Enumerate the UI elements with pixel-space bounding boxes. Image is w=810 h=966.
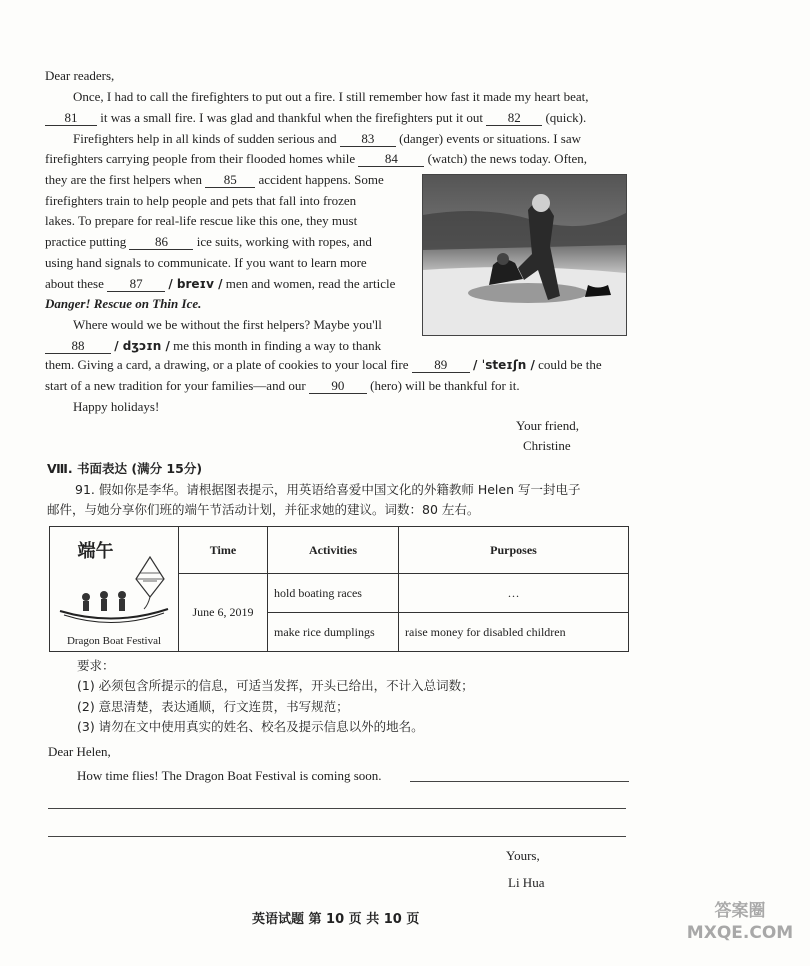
blank-81: 81 — [45, 110, 97, 126]
letter-line-1: Once, I had to call the firefighters to put out a fire. I still remember how fast it made my heart beat, — [73, 89, 589, 104]
dragon-boat-icon — [50, 549, 178, 635]
letter-text: me this month in finding a way to thank — [173, 338, 382, 353]
watermark-logo: 答案圈 MXQE.COM — [686, 901, 794, 943]
cell-date: June 6, 2019 — [179, 574, 268, 652]
letter-line-9: using hand signals to communicate. If you want to learn more — [45, 255, 367, 270]
requirement-3: (3) 请勿在文中使用真实的姓名、校名及提示信息以外的地名。 — [77, 719, 424, 734]
blank-90: 90 — [309, 378, 367, 394]
letter-text: practice putting — [45, 234, 127, 249]
letter-line-14 — [45, 378, 520, 394]
festival-logo-cell — [50, 527, 179, 652]
letter-line-6: firefighters train to help people and pets that fall into frozen — [45, 193, 357, 208]
blank-88: 88 — [45, 338, 111, 354]
header-purposes: Purposes — [399, 527, 629, 574]
letter-text: firefighters carrying people from their flooded homes while — [45, 151, 356, 166]
blank-84: 84 — [358, 151, 424, 167]
blank-86: 86 — [129, 234, 193, 250]
header-activities: Activities — [268, 527, 399, 574]
letter-text: it was a small fire. I was glad and thankful when the firefighters put it out — [100, 110, 483, 125]
letter-text: accident happens. Some — [258, 172, 384, 187]
letter-line-11: Where would we be without the first helpers? Maybe you'll — [73, 317, 382, 332]
blank-85: 85 — [205, 172, 255, 188]
writing-line — [48, 808, 626, 809]
letter-text: men and women, read the article — [225, 276, 396, 291]
letter-text: them. Giving a card, a drawing, or a plate of cookies to your local fire — [45, 357, 409, 372]
cell-activity: make rice dumplings — [268, 613, 399, 652]
letter-greeting: Dear readers, — [45, 68, 115, 83]
ice-rescue-photo — [422, 174, 627, 336]
blank-83: 83 — [340, 131, 396, 147]
letter-line-8 — [45, 234, 372, 250]
letter-line-12 — [45, 338, 381, 354]
blank-89: 89 — [412, 357, 470, 373]
letter-text: Firefighters help in all kinds of sudden serious and — [73, 131, 337, 146]
letter-line-2 — [45, 110, 586, 126]
cell-activity: hold boating races — [268, 574, 399, 613]
letter-line-4 — [45, 151, 587, 167]
email-opening: How time flies! The Dragon Boat Festival is coming soon. — [77, 768, 382, 783]
letter-text: ice suits, working with ropes, and — [196, 234, 372, 249]
letter-text: start of a new tradition for your families—and our — [45, 378, 306, 393]
requirements-title: 要求： — [77, 658, 115, 673]
writing-line — [410, 781, 629, 782]
article-title: Danger! Rescue on Thin Ice. — [45, 296, 202, 311]
letter-text: about these — [45, 276, 104, 291]
festival-logo-en: Dragon Boat Festival — [66, 635, 162, 647]
page-footer: 英语试题 第 10 页 共 10 页 — [252, 912, 420, 927]
letter-text: (danger) events or situations. I saw — [399, 131, 582, 146]
letter-text: (hero) will be thankful for it. — [370, 378, 520, 393]
question-line-1: 91. 假如你是李华。请根据图表提示，用英语给喜爱中国文化的外籍教师 Helen 写一封电子 — [75, 482, 581, 497]
letter-closing: Happy holidays! — [73, 399, 160, 414]
letter-sign-off: Your friend, — [516, 418, 579, 433]
letter-line-10 — [45, 276, 395, 292]
phonetic-88: / dʒɔɪn / — [114, 339, 170, 353]
letter-text: could be the — [538, 357, 602, 372]
blank-87: 87 — [107, 276, 165, 292]
festival-logo-cn: 端午 — [77, 540, 114, 562]
letter-text: (quick). — [545, 110, 587, 125]
phonetic-87: / breɪv / — [168, 277, 223, 291]
letter-text: they are the first helpers when — [45, 172, 203, 187]
question-line-2: 邮件，与她分享你们班的端午节活动计划，并征求她的建议。词数：80 左右。 — [47, 502, 480, 517]
email-sign-off: Yours, — [506, 848, 540, 863]
email-signature: Li Hua — [508, 875, 545, 890]
letter-line-5 — [45, 172, 384, 188]
requirement-1: (1) 必须包含所提示的信息，可适当发挥，开头已给出，不计入总词数； — [77, 678, 474, 693]
letter-text: (watch) the news today. Often, — [427, 151, 588, 166]
phonetic-89: / ˈsteɪʃn / — [473, 358, 535, 372]
festival-plan-table — [49, 526, 629, 652]
writing-line — [48, 836, 626, 837]
letter-line-13 — [45, 357, 602, 373]
letter-line-3 — [73, 131, 581, 147]
requirement-2: (2) 意思清楚，表达通顺，行文连贯，书写规范； — [77, 699, 349, 714]
cell-purpose: raise money for disabled children — [399, 613, 629, 652]
letter-signature: Christine — [523, 438, 571, 453]
cell-purpose: … — [399, 574, 629, 613]
blank-82: 82 — [486, 110, 542, 126]
email-greeting: Dear Helen, — [48, 744, 111, 759]
section-heading: Ⅷ. 书面表达 (满分 15分) — [47, 461, 203, 476]
header-time: Time — [179, 527, 268, 574]
letter-line-7: lakes. To prepare for real-life rescue like this one, they must — [45, 213, 358, 228]
